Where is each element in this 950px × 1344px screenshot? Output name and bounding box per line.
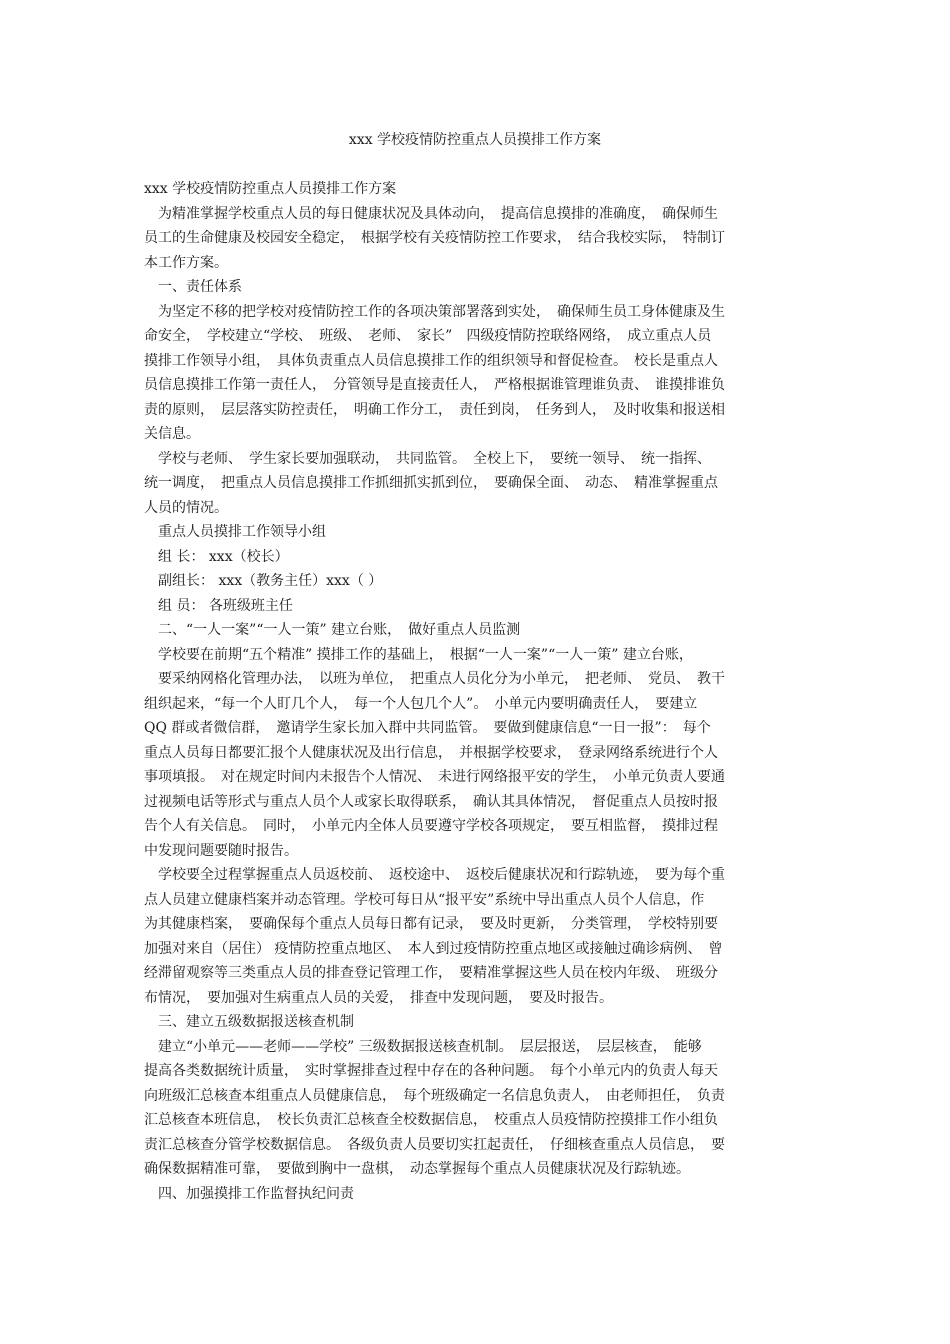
group-heading: 重点人员摸排工作领导小组 (158, 524, 326, 540)
paragraph-line: 责汇总核查分管学校数据信息。 各级负责人员要切实扛起责任， 仔细核查重点人员信息， 要 (144, 1136, 725, 1153)
paragraph-line: 学校要在前期“五个精准” 摸排工作的基础上， 根据“一人一案”“一人一策” 建立台账， (158, 646, 693, 663)
paragraph-line: 组织起来，“每一个人盯几个人， 每一个人包几个人”。 小单元内要明确责任人， 要建立 (144, 695, 698, 712)
section-heading: 三、建立五级数据报送核查机制 (158, 1014, 354, 1030)
paragraph-line: 为精准掌握学校重点人员的每日健康状况及具体动向， 提高信息摸排的准确度， 确保师生 (158, 205, 718, 222)
paragraph-line: 提高各类数据统计质量， 实时掌握排查过程中存在的各种问题。 每个小单元内的负责人每天 (144, 1063, 718, 1079)
paragraph-line: 重点人员每日都要汇报个人健康状况及出行信息， 并根据学校要求， 登录网络系统进行个人 (144, 744, 718, 761)
paragraph-line: 为坚定不移的把学校对疫情防控工作的各项决策部署落到实处， 确保师生员工身体健康及生 (158, 303, 725, 320)
paragraph-line: 告个人有关信息。 同时， 小单元内全体人员要遵守学校各项规定， 要互相监督， 摸排过程 (144, 818, 718, 834)
paragraph-line: 员信息摸排工作第一责任人， 分管领导是直接责任人， 严格根据谁管理谁负责、 谁摸排谁负 (144, 377, 725, 393)
document-title: xxx 学校疫情防控重点人员摸排工作方案 (348, 132, 602, 148)
paragraph-line: 要采纳网格化管理办法， 以班为单位， 把重点人员化分为小单元， 把老师、 党员、 教干 (158, 671, 725, 687)
paragraph-line: 命安全， 学校建立“学校、 班级、 老师、 家长” 四级疫情防控联络网络， 成立重点人员 (144, 328, 712, 344)
paragraph-line: 学校要全过程掌握重点人员返校前、 返校途中、 返校后健康状况和行踪轨迹， 要为每个重 (158, 867, 725, 883)
paragraph-line: 建立“小单元——老师——学校” 三级数据报送核查机制。 层层报送， 层层核查， 能够 (158, 1038, 702, 1055)
group-members: 组 员： 各班级班主任 (158, 597, 293, 614)
section-heading: 二、“一人一案”“一人一策” 建立台账， 做好重点人员监测 (158, 622, 521, 638)
paragraph-line: 关信息。 (144, 426, 200, 442)
paragraph-line: 中发现问题要随时报告。 (144, 842, 298, 859)
paragraph-line: QQ 群或者微信群， 邀请学生家长加入群中共同监管。 要做到健康信息“一日一报”： 每个 (144, 720, 711, 736)
paragraph-line: 汇总核查本班信息， 校长负责汇总核查全校数据信息， 校重点人员疫情防控摸排工作小组负 (144, 1112, 718, 1128)
group-leader: 组 长： xxx（校长） (158, 548, 289, 565)
paragraph-line: 本工作方案。 (144, 254, 228, 271)
paragraph-line: 向班级汇总核查本组重点人员健康信息， 每个班级确定一名信息负责人， 由老师担任， 负责 (144, 1087, 725, 1104)
paragraph-line: 确保数据精准可靠， 要做到胸中一盘棋， 动态掌握每个重点人员健康状况及行踪轨迹。 (144, 1161, 690, 1177)
paragraph-line: 为其健康档案， 要确保每个重点人员每日都有记录， 要及时更新， 分类管理， 学校特别要 (144, 916, 718, 932)
group-deputy-leader: 副组长： xxx（教务主任）xxx（ ） (158, 573, 383, 589)
paragraph-line: 过视频电话等形式与重点人员个人或家长取得联系， 确认其具体情况， 督促重点人员按时报 (144, 793, 718, 810)
section-heading: 一、责任体系 (158, 279, 242, 295)
paragraph-line: 责的原则， 层层落实防控责任， 明确工作分工， 责任到岗， 任务到人， 及时收集和报送相 (144, 401, 725, 418)
paragraph-line: 经滞留观察等三类重点人员的排查登记管理工作， 要精准掌握这些人员在校内年级、 班级分 (144, 965, 718, 981)
paragraph-line: 人员的情况。 (144, 499, 228, 516)
paragraph-line: 摸排工作领导小组， 具体负责重点人员信息摸排工作的组织领导和督促检查。 校长是重点人 (144, 352, 718, 369)
paragraph-line: 学校与老师、 学生家长要加强联动， 共同监管。 全校上下， 要统一领导、 统一指挥、 (158, 450, 711, 467)
paragraph-line: 布情况， 要加强对生病重点人员的关爱， 排查中发现问题， 要及时报告。 (144, 989, 613, 1006)
document-body (144, 177, 812, 1206)
paragraph-line: 事项填报。 对在规定时间内未报告个人情况、 未进行网络报平安的学生， 小单元负责人要通 (144, 769, 725, 785)
section-heading: 四、加强摸排工作监督执纪问责 (158, 1185, 354, 1202)
paragraph-line: 员工的生命健康及校园安全稳定， 根据学校有关疫情防控工作要求， 结合我校实际， 特制订 (144, 230, 725, 246)
body-heading: xxx 学校疫情防控重点人员摸排工作方案 (144, 181, 397, 197)
paragraph-line: 加强对来自（居住） 疫情防控重点地区、 本人到过疫情防控重点地区或接触过确诊病例、 曾 (144, 940, 723, 957)
paragraph-line: 点人员建立健康档案并动态管理。学校可每日从“报平安”系统中导出重点人员个人信息，作 (144, 891, 705, 908)
paragraph-line: 统一调度， 把重点人员信息摸排工作抓细抓实抓到位， 要确保全面、 动态、 精准掌握重点 (144, 475, 718, 491)
